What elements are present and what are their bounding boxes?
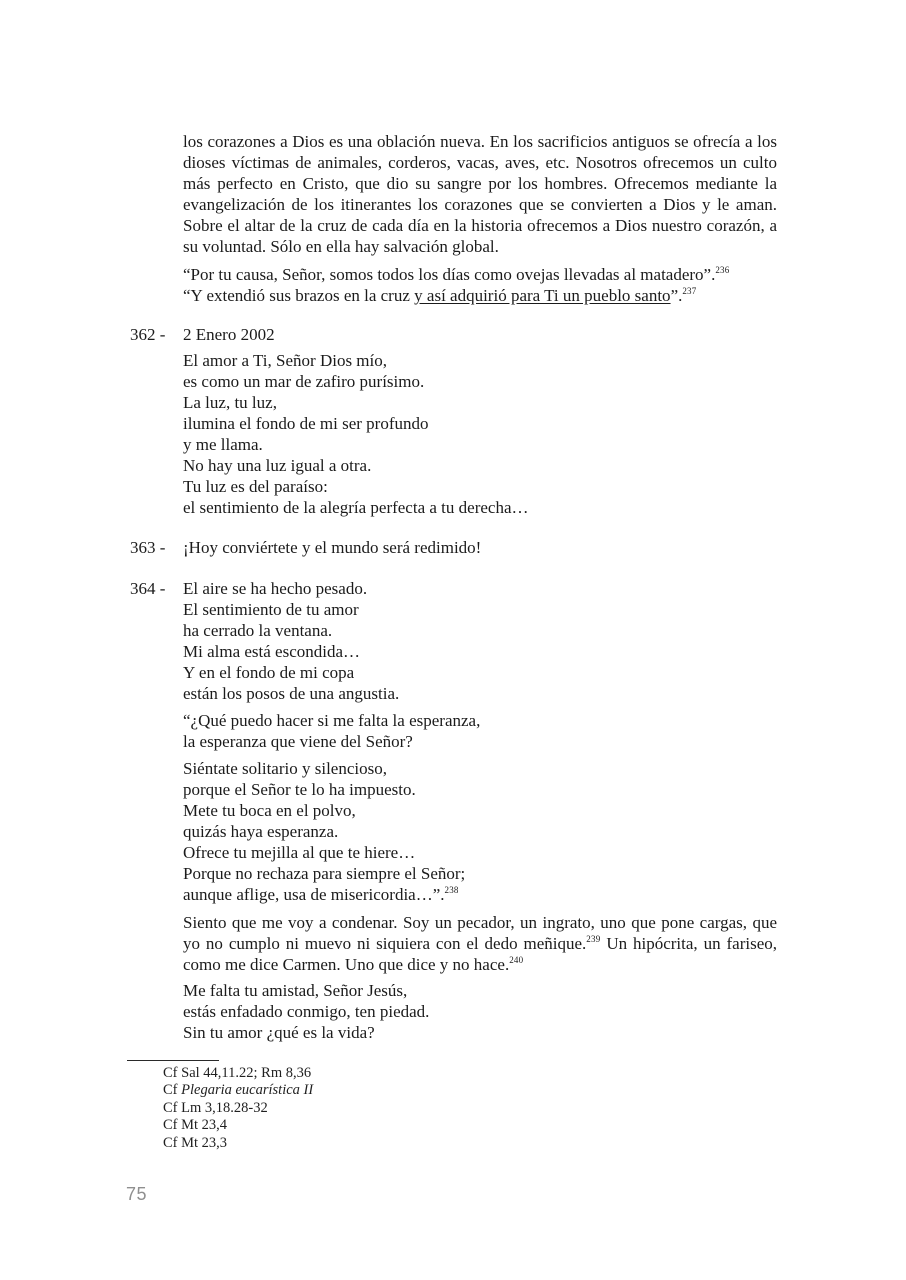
poem-line: Porque no rechaza para siempre el Señor; bbox=[183, 864, 466, 883]
poem-line: ilumina el fondo de mi ser profundo bbox=[183, 414, 429, 433]
poem-stanza-2 bbox=[183, 710, 777, 752]
poem-line: Mi alma está escondida… bbox=[183, 642, 361, 661]
poem-line: La luz, tu luz, bbox=[183, 393, 277, 412]
footnote-divider bbox=[127, 1060, 219, 1061]
page-number: 75 bbox=[126, 1184, 148, 1204]
poem-line: es como un mar de zafiro purísimo. bbox=[183, 372, 425, 391]
footnote-ref-236: 236 bbox=[715, 265, 730, 275]
footnote-line bbox=[127, 1117, 313, 1134]
footnote-line bbox=[127, 1100, 313, 1117]
prose-text: Un hipócrita, un fariseo, como me dice Carmen. Uno que dice y no hace. bbox=[183, 934, 778, 974]
quote-text: “Por tu causa, Señor, somos todos los días como ovejas llevadas al matadero”. bbox=[183, 265, 716, 284]
closing-tercet bbox=[183, 980, 777, 1043]
poem-line-text: aunque aflige, usa de misericordia…”. bbox=[183, 885, 445, 904]
footnote-ref-237: 237 bbox=[682, 286, 697, 296]
prose-paragraph bbox=[183, 912, 777, 975]
entry-364 bbox=[130, 578, 778, 1043]
poem-line: Y en el fondo de mi copa bbox=[183, 663, 355, 682]
poem-line: El amor a Ti, Señor Dios mío, bbox=[183, 351, 388, 370]
quote-line-2 bbox=[183, 285, 777, 306]
text-column bbox=[130, 131, 778, 1043]
footnotes bbox=[127, 1060, 313, 1152]
poem-line: Mete tu boca en el polvo, bbox=[183, 801, 356, 820]
footnote-text: Cf bbox=[163, 1082, 182, 1099]
poem-line: estás enfadado conmigo, ten piedad. bbox=[183, 1002, 430, 1021]
entry-date: 2 Enero 2002 bbox=[183, 325, 275, 344]
intro-quotes bbox=[183, 264, 777, 306]
poem-stanza-3-lines bbox=[183, 758, 777, 884]
poem-line: Sin tu amor ¿qué es la vida? bbox=[183, 1023, 375, 1042]
poem-line: Tu luz es del paraíso: bbox=[183, 477, 328, 496]
entry-number: 363 - bbox=[130, 538, 166, 557]
poem-line: El aire se ha hecho pesado. bbox=[183, 579, 368, 598]
poem-line: ha cerrado la ventana. bbox=[183, 621, 333, 640]
poem-line: la esperanza que viene del Señor? bbox=[183, 732, 413, 751]
poem-stanza-3 bbox=[183, 758, 777, 905]
poem-line: Me falta tu amistad, Señor Jesús, bbox=[183, 981, 408, 1000]
quote-underlined-text: y así adquirió para Ti un pueblo santo bbox=[414, 286, 671, 305]
poem-line: el sentimiento de la alegría perfecta a tu derecha… bbox=[183, 498, 529, 517]
quote-line-1 bbox=[183, 264, 777, 285]
footnote-italic-text: Plegaria eucarística II bbox=[181, 1082, 314, 1099]
poem-line: están los posos de una angustia. bbox=[183, 684, 400, 703]
footnote-ref-238: 238 bbox=[444, 885, 459, 895]
poem-line: “¿Qué puedo hacer si me falta la esperanza, bbox=[183, 711, 481, 730]
prose-text: Siento que me voy a condenar. Soy un pecador, un ingrato, uno que pone cargas, que yo no cumplo ni muevo ni siquiera con el dedo meñique. bbox=[183, 913, 777, 953]
poem-line: No hay una luz igual a otra. bbox=[183, 456, 372, 475]
poem-line: Ofrece tu mejilla al que te hiere… bbox=[183, 843, 416, 862]
poem-line: y me llama. bbox=[183, 435, 263, 454]
footnote-text: Cf Mt 23,4 bbox=[163, 1117, 228, 1134]
entry-title: ¡Hoy conviértete y el mundo será redimido! bbox=[183, 538, 482, 557]
footnote-line bbox=[127, 1082, 313, 1099]
footnote-text: Cf Sal 44,11.22; Rm 8,36 bbox=[163, 1065, 312, 1081]
quote-text: ”. bbox=[670, 286, 683, 305]
poem-stanza-1 bbox=[183, 578, 777, 704]
poem-line: porque el Señor te lo ha impuesto. bbox=[183, 780, 416, 799]
intro-paragraph: los corazones a Dios es una oblación nueva. En los sacrificios antiguos se ofrecía a los dioses víctimas de animales, corderos, vacas, aves, etc. Nosotros ofrecemos un culto más perfecto en Cristo, que dio su sangre por los hombres. Ofrecemos mediante la evangelización de los itinerantes los corazones que se convierten a Dios y le aman. Sobre el altar de la cruz de cada día en la historia ofrecemos a Dios nuestro corazón, a su voluntad. Sólo en ella hay salvación global. bbox=[183, 132, 777, 256]
entry-number: 364 - bbox=[130, 579, 166, 598]
footnote-line bbox=[127, 1135, 313, 1152]
poem-line: El sentimiento de tu amor bbox=[183, 600, 359, 619]
footnote-line bbox=[127, 1065, 313, 1082]
footnote-text: Cf Mt 23,3 bbox=[163, 1134, 228, 1151]
poem-line-with-ref bbox=[183, 884, 777, 905]
footnote-ref-240: 240 bbox=[509, 955, 524, 965]
entry-363 bbox=[130, 537, 777, 558]
quote-text: “Y extendió sus brazos en la cruz bbox=[183, 286, 415, 305]
footnote-text: Cf Lm 3,18.28-32 bbox=[163, 1099, 268, 1116]
entry-362 bbox=[130, 324, 777, 518]
entry-number: 362 - bbox=[130, 325, 166, 344]
poem-line: quizás haya esperanza. bbox=[183, 822, 339, 841]
footnote-ref-239: 239 bbox=[586, 934, 601, 944]
poem-line: Siéntate solitario y silencioso, bbox=[183, 759, 387, 778]
poem bbox=[183, 350, 777, 518]
